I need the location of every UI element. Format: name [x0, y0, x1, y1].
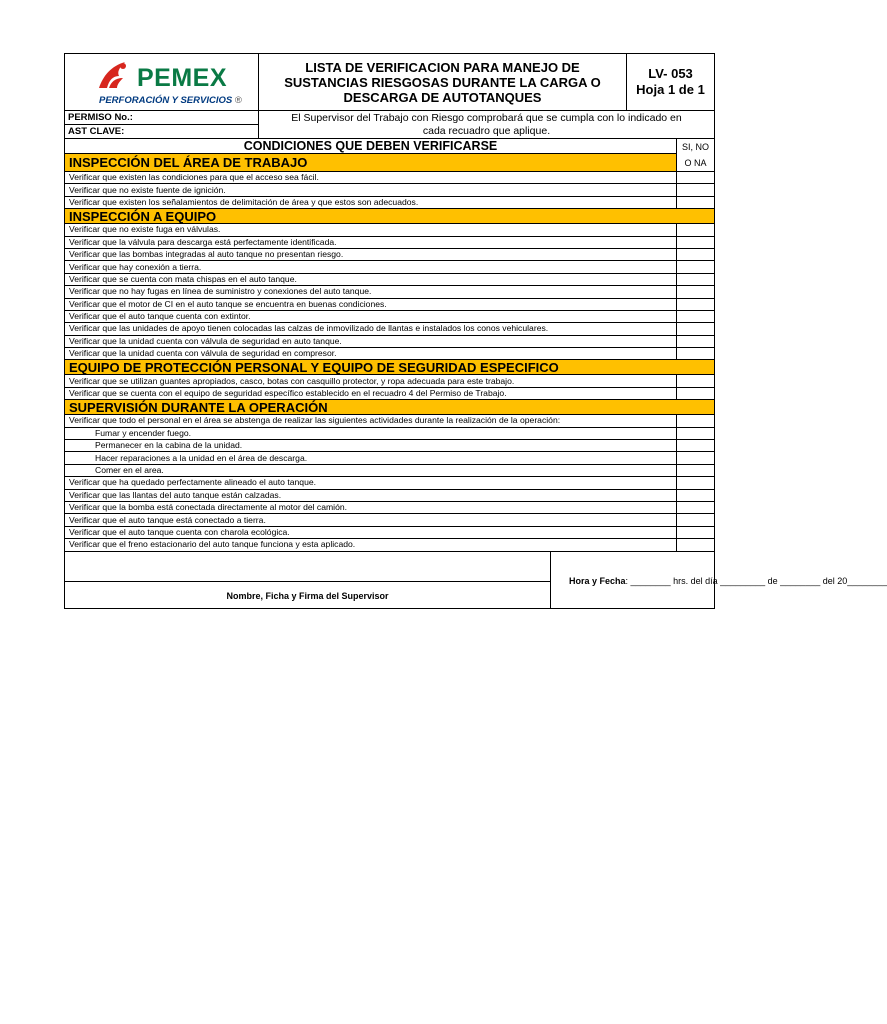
checklist-row: [65, 440, 715, 452]
checklist-row: [65, 452, 715, 464]
answer-cell[interactable]: [677, 196, 715, 208]
answer-cell[interactable]: [677, 464, 715, 476]
checklist-row: [65, 489, 715, 501]
answer-cell[interactable]: [677, 539, 715, 551]
checklist-row: [65, 224, 715, 236]
supervisor-signature-cell[interactable]: [65, 551, 551, 608]
checklist-row: [65, 286, 715, 298]
answer-cell[interactable]: [677, 415, 715, 427]
supervisor-name-label: Nombre, Ficha y Firma del Supervisor: [226, 590, 389, 601]
ast-label: AST CLAVE:: [65, 125, 259, 139]
checklist-row: [65, 310, 715, 322]
pemex-eagle-logo-icon: [95, 58, 135, 92]
checklist-item-text: Verificar que se cuenta con el equipo de seguridad específico establecido en el recuadro 4 del Permiso de Trabajo.: [65, 387, 677, 399]
checklist-row: [65, 273, 715, 285]
checklist-table: [64, 53, 887, 609]
answer-cell[interactable]: [677, 184, 715, 196]
answer-cell[interactable]: [677, 248, 715, 260]
answer-cell[interactable]: [677, 273, 715, 285]
si-no-na-header: [677, 139, 715, 172]
checklist-row: [65, 526, 715, 538]
checklist-item-text: Fumar y encender fuego.: [65, 427, 677, 439]
checklist-row: [65, 375, 715, 387]
title-line-3: DESCARGA DE AUTOTANQUES: [343, 89, 542, 105]
checklist-item-text: Verificar que las bombas integradas al auto tanque no presentan riesgo.: [65, 248, 677, 260]
form-code: LV- 053: [648, 66, 693, 81]
section-header-row: [65, 154, 715, 172]
checklist-row: [65, 248, 715, 260]
title-line-1: LISTA DE VERIFICACION PARA MANEJO DE: [305, 59, 580, 75]
logo-word: PEMEX: [137, 64, 228, 92]
checklist-row: [65, 501, 715, 513]
checklist-row: [65, 415, 715, 427]
checklist-item-text: Permanecer en la cabina de la unidad.: [65, 440, 677, 452]
checklist-item-text: Verificar que se utilizan guantes apropiados, casco, botas con casquillo protector, y ropa adecuada para este trabajo.: [65, 375, 677, 387]
checklist-row: [65, 427, 715, 439]
checklist-item-text: Verificar que se cuenta con mata chispas en el auto tanque.: [65, 273, 677, 285]
checklist-item-text: Verificar que existen las condiciones para que el acceso sea fácil.: [65, 172, 677, 184]
answer-cell[interactable]: [677, 298, 715, 310]
answer-cell[interactable]: [677, 427, 715, 439]
checklist-row: [65, 348, 715, 360]
checklist-row: [65, 184, 715, 196]
checklist-item-text: Verificar que todo el personal en el área se abstenga de realizar las siguientes actividades durante la realización de la operación:: [65, 415, 677, 427]
form-title: [259, 54, 627, 111]
checklist-row: [65, 236, 715, 248]
date-fields: : ________ hrs. del día _________ de ________ del 20________: [625, 575, 887, 586]
sino-line-2: O NA: [684, 158, 707, 168]
answer-cell[interactable]: [677, 348, 715, 360]
signature-row: [65, 551, 715, 608]
section-title: INSPECCIÓN DEL ÁREA DE TRABAJO: [65, 154, 677, 172]
supervisor-note: [259, 111, 715, 139]
answer-cell[interactable]: [677, 387, 715, 399]
sheet-number: Hoja 1 de 1: [636, 82, 705, 97]
checklist-item-text: Verificar que no existe fuga en válvulas.: [65, 224, 677, 236]
answer-cell[interactable]: [677, 310, 715, 322]
checklist-item-text: Verificar que el auto tanque cuenta con charola ecológica.: [65, 526, 677, 538]
signature-line: [65, 581, 550, 582]
section-title: SUPERVISIÓN DURANTE LA OPERACIÓN: [65, 400, 715, 415]
checklist-item-text: Verificar que no hay fugas en línea de suministro y conexiones del auto tanque.: [65, 286, 677, 298]
checklist-item-text: Verificar que hay conexión a tierra.: [65, 261, 677, 273]
logo-subtitle-text: PERFORACIÓN Y SERVICIOS: [99, 95, 233, 106]
section-header-row: [65, 209, 715, 224]
supervisor-note-line-1: El Supervisor del Trabajo con Riesgo comprobará que se cumpla con lo indicado en: [291, 112, 682, 124]
logo-subtitle: [99, 95, 242, 106]
checklist-row: [65, 387, 715, 399]
section-header-row: [65, 360, 715, 375]
checklist-row: [65, 335, 715, 347]
checklist-item-text: Verificar que el auto tanque cuenta con extintor.: [65, 310, 677, 322]
checklist-item-text: Verificar que la válvula para descarga está perfectamente identificada.: [65, 236, 677, 248]
checklist-row: [65, 477, 715, 489]
answer-cell[interactable]: [677, 452, 715, 464]
checklist-row: [65, 172, 715, 184]
registered-mark: ®: [234, 95, 242, 106]
permiso-label: PERMISO No.:: [65, 111, 259, 125]
date-time-cell[interactable]: [551, 551, 887, 608]
answer-cell[interactable]: [677, 375, 715, 387]
answer-cell[interactable]: [677, 514, 715, 526]
checklist-item-text: Verificar que el freno estacionario del auto tanque funciona y esta aplicado.: [65, 539, 677, 551]
answer-cell[interactable]: [677, 501, 715, 513]
answer-cell[interactable]: [677, 526, 715, 538]
checklist-item-text: Hacer reparaciones a la unidad en el área de descarga.: [65, 452, 677, 464]
checklist-row: [65, 514, 715, 526]
checklist-row: [65, 196, 715, 208]
checklist-item-text: Verificar que la unidad cuenta con válvula de seguridad en auto tanque.: [65, 335, 677, 347]
checklist-item-text: Verificar que el motor de CI en el auto tanque se encuentra en buenas condiciones.: [65, 298, 677, 310]
checklist-item-text: Verificar que el auto tanque está conectado a tierra.: [65, 514, 677, 526]
title-line-2: SUSTANCIAS RIESGOSAS DURANTE LA CARGA O: [284, 74, 601, 90]
checklist-form: [64, 53, 887, 610]
answer-cell[interactable]: [677, 489, 715, 501]
answer-cell[interactable]: [677, 236, 715, 248]
section-header-row: [65, 400, 715, 415]
answer-cell[interactable]: [677, 440, 715, 452]
answer-cell[interactable]: [677, 261, 715, 273]
checklist-item-text: Comer en el area.: [65, 464, 677, 476]
answer-cell[interactable]: [677, 335, 715, 347]
conditions-heading: CONDICIONES QUE DEBEN VERIFICARSE: [65, 139, 677, 154]
checklist-row: [65, 261, 715, 273]
checklist-row: [65, 323, 715, 335]
checklist-item-text: Verificar que las unidades de apoyo tienen colocadas las calzas de inmovilizado de llantas e instalados los conos vehiculares.: [65, 323, 677, 335]
checklist-row: [65, 298, 715, 310]
checklist-item-text: Verificar que ha quedado perfectamente alineado el auto tanque.: [65, 477, 677, 489]
sino-line-1: SI, NO: [681, 142, 709, 152]
checklist-item-text: Verificar que existen los señalamientos de delimitación de área y que estos son adecuados.: [65, 196, 677, 208]
answer-cell[interactable]: [677, 172, 715, 184]
section-title: EQUIPO DE PROTECCIÓN PERSONAL Y EQUIPO DE SEGURIDAD ESPECIFICO: [65, 360, 715, 375]
supervisor-note-line-2: cada recuadro que aplique.: [422, 125, 551, 137]
checklist-row: [65, 464, 715, 476]
answer-cell[interactable]: [677, 224, 715, 236]
checklist-row: [65, 539, 715, 551]
checklist-item-text: Verificar que no existe fuente de ignición.: [65, 184, 677, 196]
answer-cell[interactable]: [677, 323, 715, 335]
checklist-item-text: Verificar que la unidad cuenta con válvula de seguridad en compresor.: [65, 348, 677, 360]
date-label: Hora y Fecha: [569, 575, 626, 586]
checklist-item-text: Verificar que las llantas del auto tanque están calzadas.: [65, 489, 677, 501]
form-code-cell: [627, 54, 715, 111]
checklist-item-text: Verificar que la bomba está conectada directamente al motor del camión.: [65, 501, 677, 513]
answer-cell[interactable]: [677, 286, 715, 298]
answer-cell[interactable]: [677, 477, 715, 489]
logo-cell: [65, 54, 259, 111]
section-title: INSPECCIÓN A EQUIPO: [65, 209, 715, 224]
